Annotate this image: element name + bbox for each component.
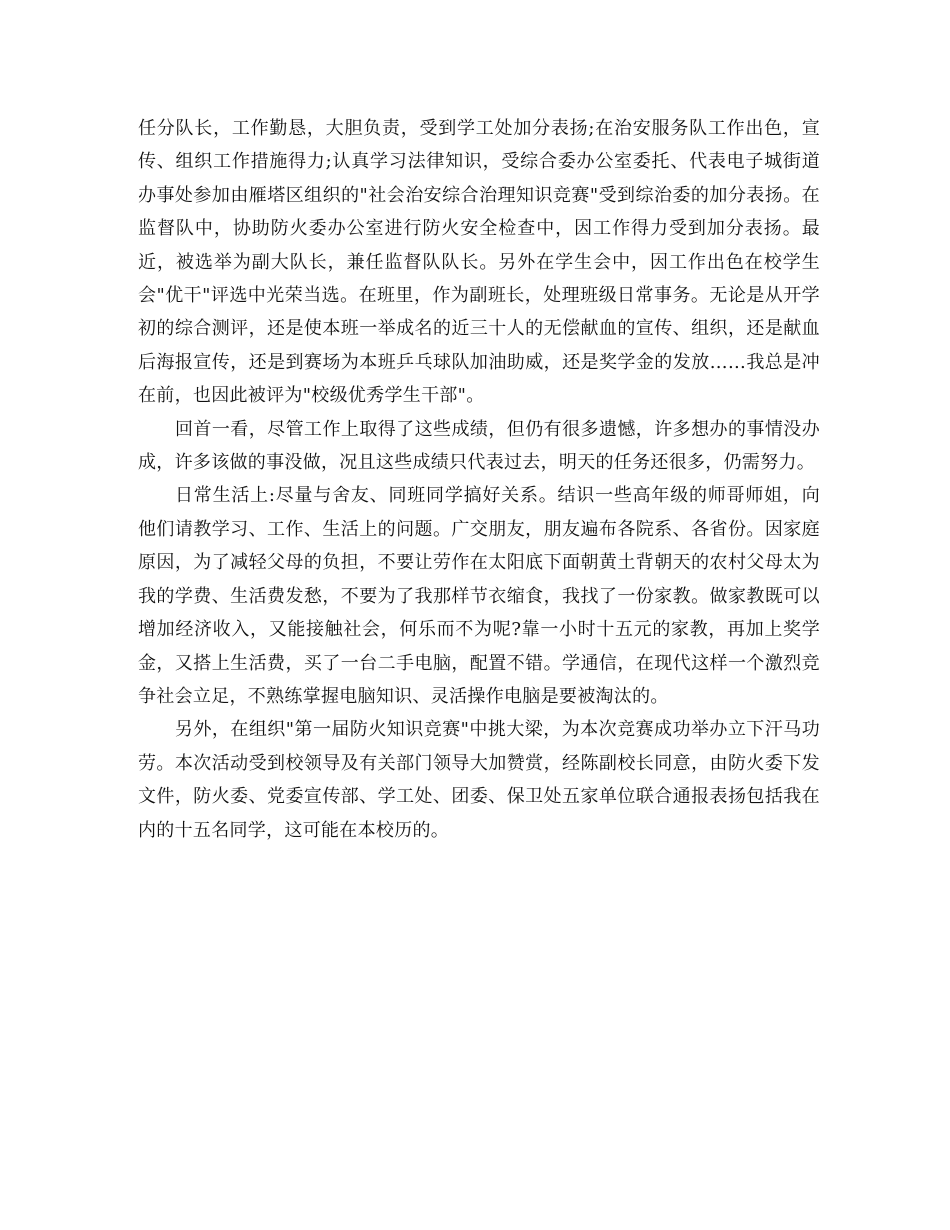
paragraph-daily-life: 日常生活上:尽量与舍友、同班同学搞好关系。结识一些高年级的师哥师姐，向他们请教学习、工作、生活上的问题。广交朋友，朋友遍布各院系、各省份。因家庭原因，为了减轻父母的负担，不要让劳作在太阳底下面朝黄土背朝天的农村父母太为我的学费、生活费发愁，不要为了我那样节衣缩食，我找了一份家教。做家教既可以增加经济收入，又能接触社会，何乐而不为呢?靠一小时十五元的家教，再加上奖学金，又搭上生活费，买了一台二手电脑，配置不错。学通信，在现代这样一个激烈竞争社会立足，不熟练掌握电脑知识、灵活操作电脑是要被淘汰的。: [138, 485, 820, 707]
paragraph-fire-competition: 另外，在组织"第一届防火知识竞赛"中挑大梁，为本次竞赛成功举办立下汗马功劳。本次活动受到校领导及有关部门领导大加赞赏，经陈副校长同意，由防火委下发文件，防火委、党委宣传部、学工处、团委、保卫处五家单位联合通报表扬包括我在内的十五名同学，这可能在本校历的。: [138, 719, 820, 841]
paragraph-reflection: 回首一看，尽管工作上取得了这些成绩，但仍有很多遗憾，许多想办的事情没办成，许多该做的事没做，况且这些成绩只代表过去，明天的任务还很多，仍需努力。: [138, 418, 820, 474]
paragraph-continuation: 任分队长，工作勤恳，大胆负责，受到学工处加分表扬;在治安服务队工作出色，宣传、组织工作措施得力;认真学习法律知识，受综合委办公室委托、代表电子城街道办事处参加由雁塔区组织的"社会治安综合治理知识竞赛"受到综治委的加分表扬。在监督队中，协助防火委办公室进行防火安全检查中，因工作得力受到加分表扬。最近，被选举为副大队长，兼任监督队队长。另外在学生会中，因工作出色在校学生会"优干"评选中光荣当选。在班里，作为副班长，处理班级日常事务。无论是从开学初的综合测评，还是使本班一举成名的近三十人的无偿献血的宣传、组织，还是献血后海报宣传，还是到赛场为本班乒乓球队加油助威，还是奖学金的发放……我总是冲在前，也因此被评为"校级优秀学生干部"。: [138, 118, 820, 407]
document-body: [138, 112, 820, 847]
